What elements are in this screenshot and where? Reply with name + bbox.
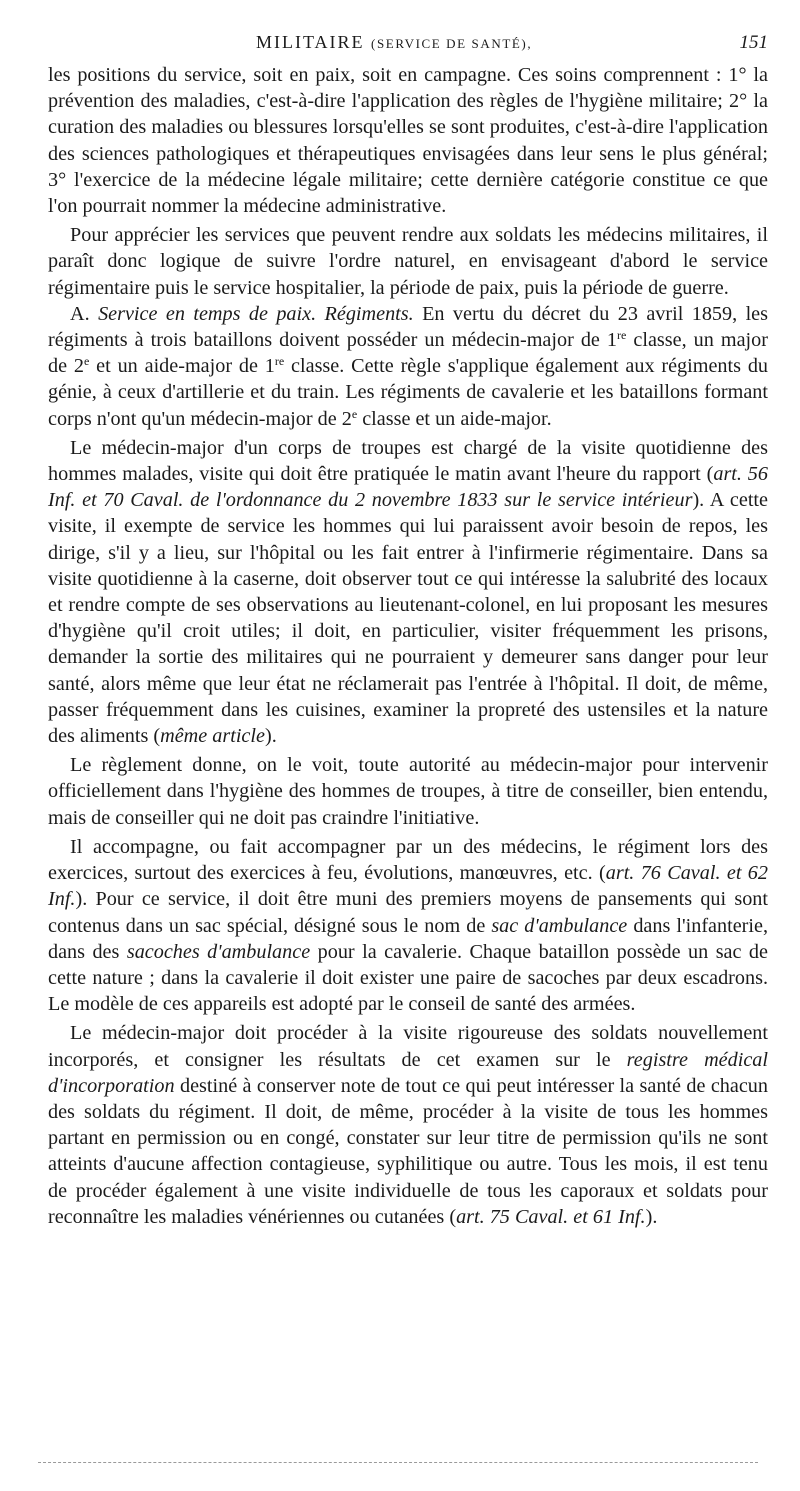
- term-sacoches-ambulance: sacoches d'ambulance: [126, 940, 311, 963]
- paragraph-reglement: Le règlement donne, on le voit, toute autorité au médecin-major pour intervenir officiellement dans l'hygiène des hommes de troupes, à titre de conseiller, bien entendu, mais de conseiller qui ne doit pas craindre l'initiative.: [48, 754, 768, 829]
- paragraph-regiments: A. Service en temps de paix. Régiments. En vertu du décret du 23 avril 1859, les régiments à trois bataillons doivent posséder un médecin-major de 1re classe, un major de 2e et un aide-major de 1re classe. Cette règle s'applique également aux régiments du génie, à ceux d'artillerie et du train. Les régiments de cavalerie et les bataillons formant corps n'ont qu'un médecin-major de 2e classe et un aide-major.: [48, 302, 769, 430]
- citation-meme-article: même article: [160, 725, 265, 748]
- paragraph-daily-visit: Le médecin-major d'un corps de troupes est chargé de la visite quotidienne des hommes malades, visite qui doit être pratiquée le matin avant l'heure du rapport (art. 56 Inf. et 70 Caval. de l'ordonnance du 2 novembre 1833 sur le service intérieur). A cette visite, il exempte de service les hommes qui lui paraissent avoir besoin de repos, les dirige, s'il y a lieu, sur l'hôpital ou les fait entrer à l'infirmerie régimentaire. Dans sa visite quotidienne à la caserne, doit observer tout ce qui intéresse la salubrité des locaux et rendre compte de ses observations au lieutenant-colonel, en lui proposant les mesures d'hygiène qu'il croit utiles; il doit, en particulier, visiter fréquemment les prisons, demander la sortie des militaires qui ne pourraient y demeurer sans danger pour leur santé, alors même que leur état ne réclamerait pas l'entrée à l'hôpital. Il doit, de même, passer fréquemment dans les cuisines, examiner la propreté des ustensiles et la nature des aliments (même article).: [48, 436, 768, 748]
- running-title: [256, 32, 532, 53]
- body-text: [48, 62, 768, 1230]
- running-header: [48, 32, 768, 60]
- paragraph-order-of-services: Pour apprécier les services que peuvent rendre aux soldats les médecins militaires, il paraît donc logique de suivre l'ordre naturel, en envisageant d'abord le service régimentaire puis le service hospitalier, la période de paix, puis la période de guerre.: [48, 224, 768, 299]
- paragraph-continuation: les positions du service, soit en paix, soit en campagne. Ces soins comprennent : 1° la prévention des maladies, c'est-à-dire l'application des règles de l'hygiène militaire; 2° la curation des maladies ou blessures lorsqu'elles se sont produites, c'est-à-dire l'application des sciences pathologiques et thérapeutiques envisagées dans leur sens le plus général; 3° l'exercice de la médecine légale militaire; cette dernière catégorie constitue ce que l'on pourrait nommer la médecine administrative.: [48, 64, 768, 218]
- footer-rule: [38, 1462, 758, 1463]
- section-heading: Service en temps de paix. Régiments.: [98, 302, 414, 325]
- term-sac-ambulance: sac d'ambulance: [491, 914, 628, 937]
- paragraph-exercises: Il accompagne, ou fait accompagner par un des médecins, le régiment lors des exercices, surtout des exercices à feu, évolutions, manœuvres, etc. (art. 76 Caval. et 62 Inf.). Pour ce service, il doit être muni des premiers moyens de pansements qui sont contenus dans un sac spécial, désigné sous le nom de sac d'ambulance dans l'infanterie, dans des sacoches d'ambulance pour la cavalerie. Chaque bataillon possède un sac de cette nature ; dans la cavalerie il doit exister une paire de sacoches par deux escadrons. Le modèle de ces appareils est adopté par le conseil de santé des armées.: [48, 835, 769, 1016]
- paragraph-incorporation: Le médecin-major doit procéder à la visite rigoureuse des soldats nouvellement incorporés, et consigner les résultats de cet examen sur le registre médical d'incorporation destiné à conserver note de tout ce qui peut intéresser la santé de chacun des soldats du régiment. Il doit, de même, procéder à la visite de tous les hommes partant en permission ou en congé, constater sur leur titre de permission qu'ils ne sont atteints d'aucune affection contagieuse, syphilitique ou autre. Tous les mois, il est tenu de procéder également à une visite individuelle de tous les caporaux et soldats pour reconnaître les maladies vénériennes ou cutanées (art. 75 Caval. et 61 Inf.).: [48, 1022, 768, 1228]
- term-registre-medical: registre médical d'incorporation: [48, 1048, 768, 1097]
- citation-art-76: art. 76 Caval. et 62 Inf.: [48, 862, 768, 911]
- citation-art-75: art. 75 Caval. et 61 Inf.: [456, 1205, 646, 1228]
- section-label: A.: [70, 302, 90, 325]
- page-number: 151: [739, 32, 768, 53]
- running-title-sub: (SERVICE DE SANTÉ),: [371, 36, 533, 51]
- citation-ordonnance: art. 56 Inf. et 70 Caval. de l'ordonnance du 2 novembre 1833 sur le service intérieur: [48, 463, 768, 512]
- running-title-main: MILITAIRE: [256, 32, 365, 52]
